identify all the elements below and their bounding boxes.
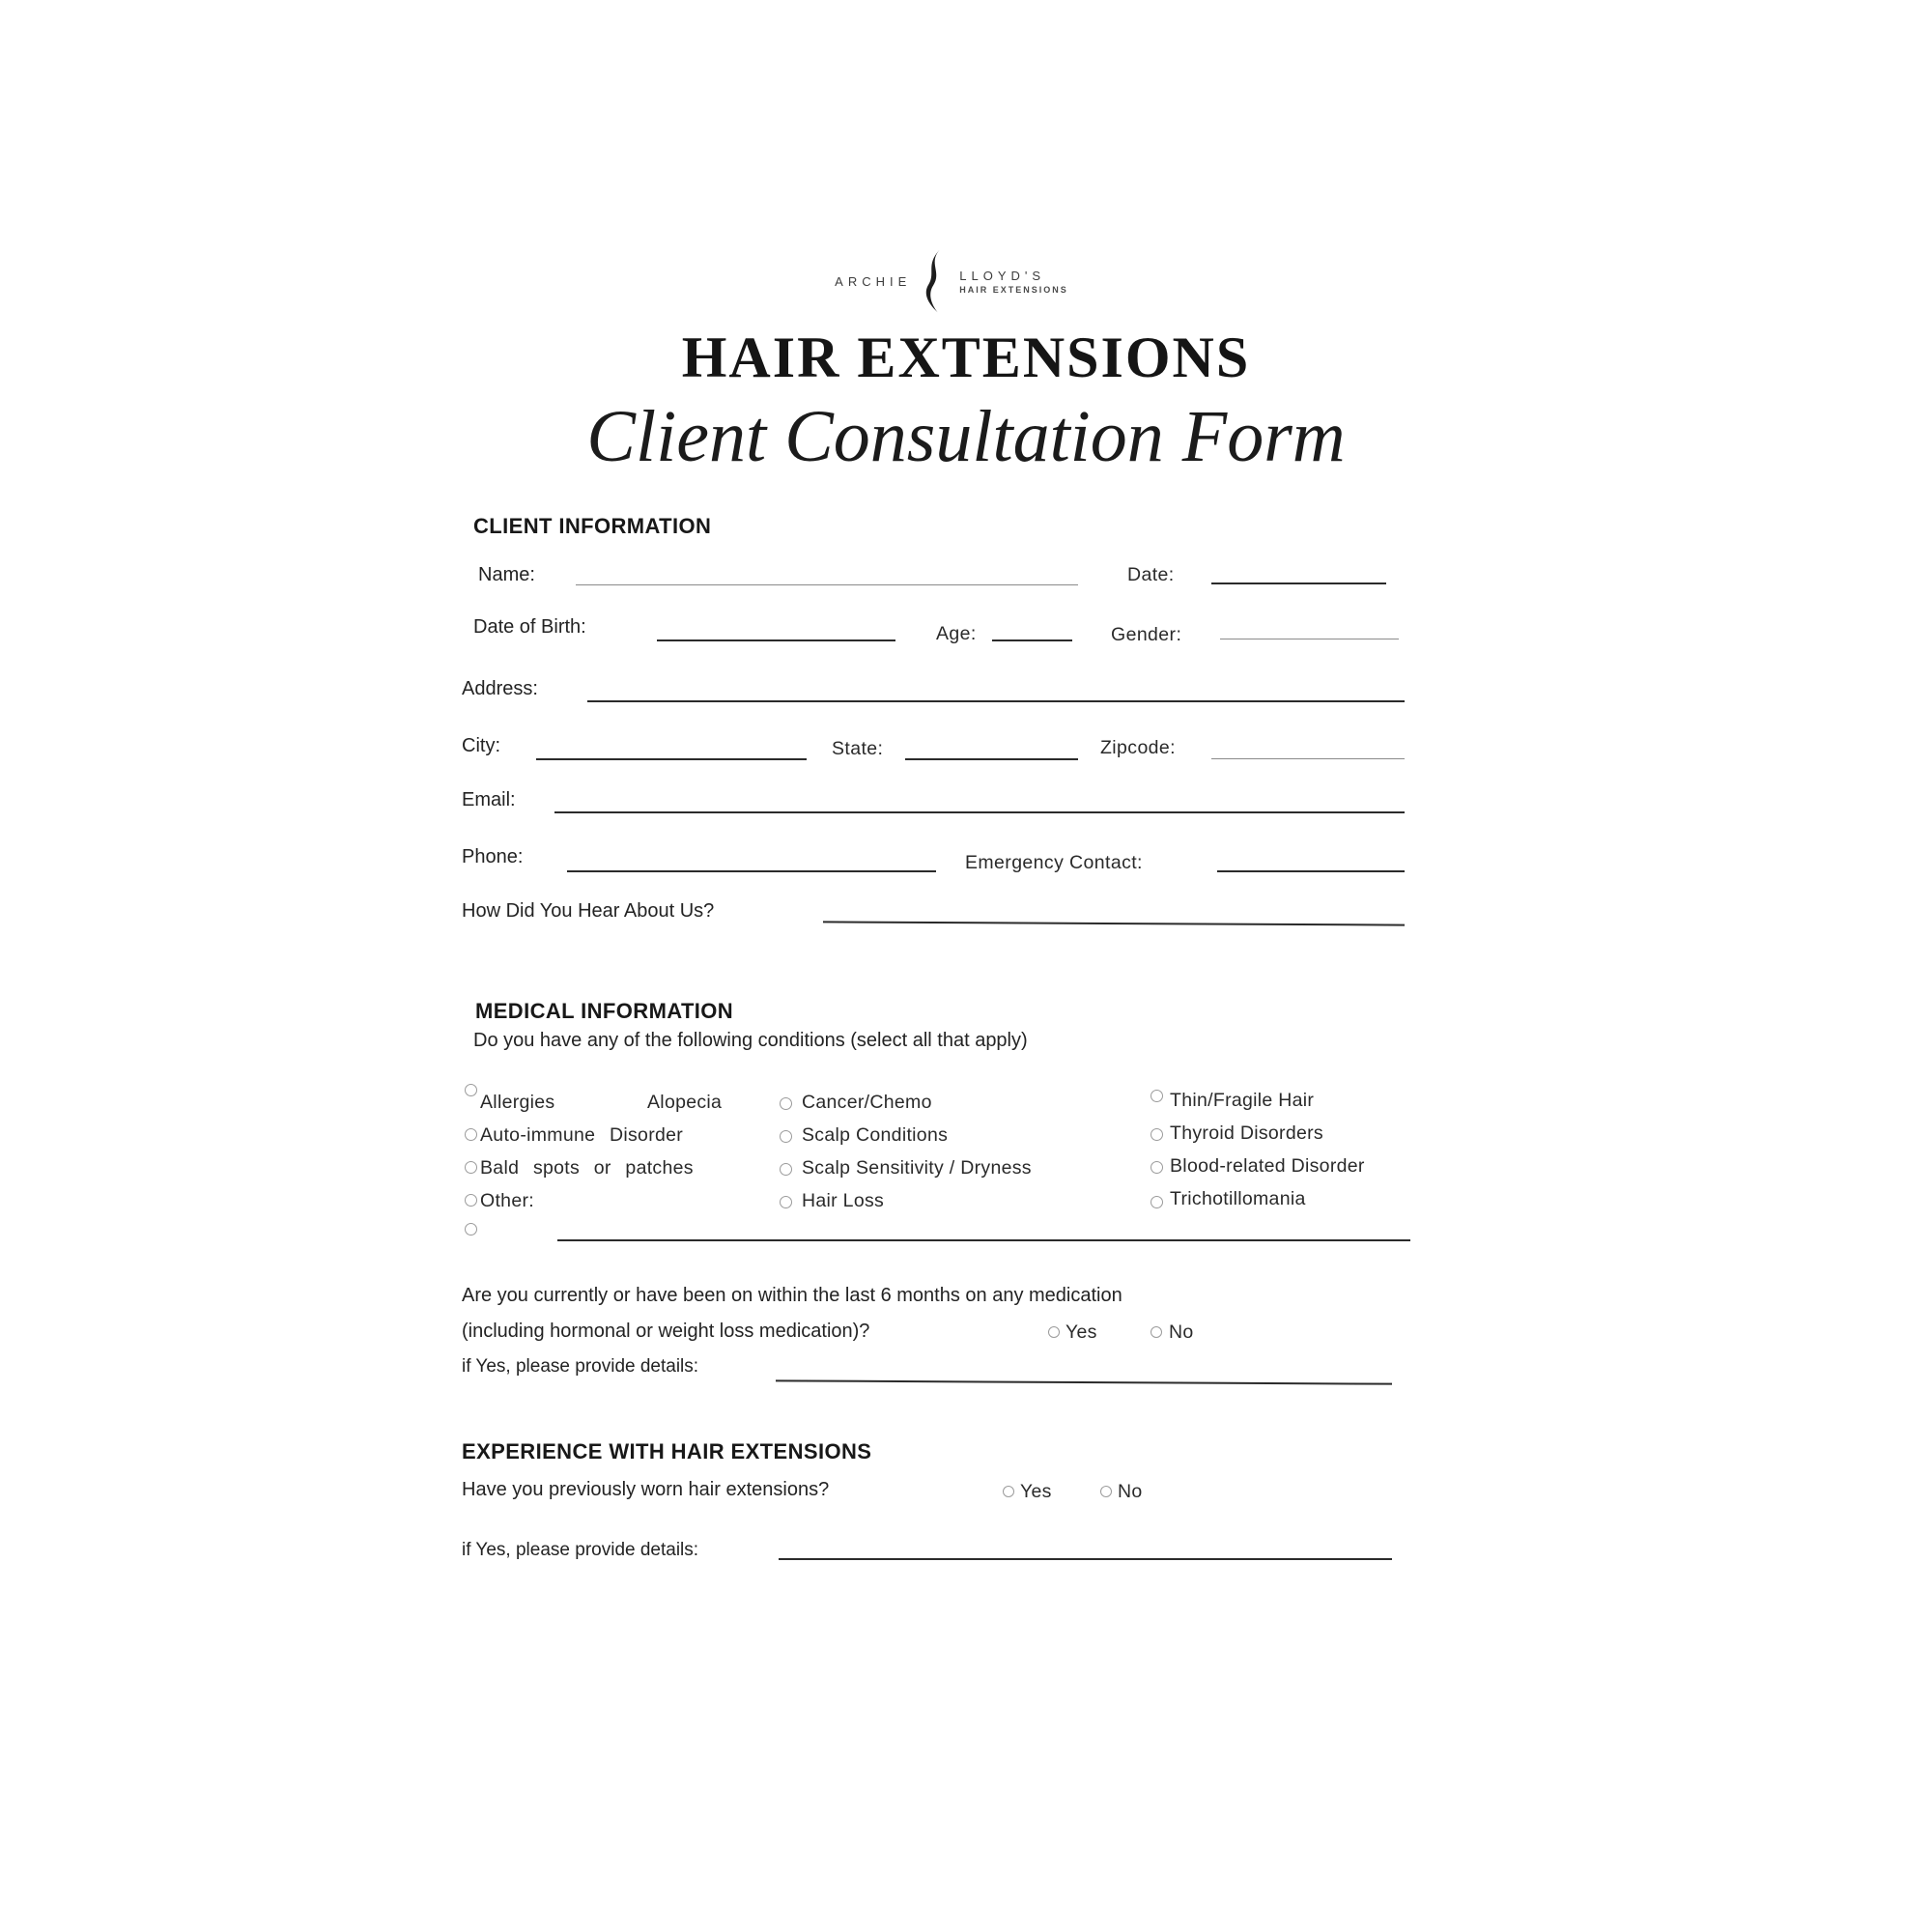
condition-other-field-line[interactable] <box>557 1239 1410 1241</box>
hair-swirl-icon <box>921 249 950 313</box>
city-field-line[interactable] <box>536 758 807 760</box>
condition-scalp-conditions-radio[interactable] <box>780 1130 792 1143</box>
experience-yes-label: Yes <box>1020 1481 1052 1502</box>
condition-other-label: Other: <box>480 1190 534 1211</box>
emergency-contact-label: Emergency Contact: <box>965 852 1143 873</box>
condition-scalp-conditions-label: Scalp Conditions <box>802 1124 949 1146</box>
condition-blood-disorder-label: Blood-related Disorder <box>1170 1155 1365 1177</box>
experience-details-field-line[interactable] <box>779 1558 1392 1560</box>
date-field-line[interactable] <box>1211 582 1386 584</box>
brand-logo <box>835 249 1068 313</box>
medical-subheading: Do you have any of the following conditions (select all that apply) <box>473 1030 1028 1051</box>
condition-hair-loss-label: Hair Loss <box>802 1190 885 1211</box>
condition-extra-radio[interactable] <box>465 1223 477 1236</box>
condition-thin-hair-radio[interactable] <box>1151 1090 1163 1102</box>
phone-label: Phone: <box>462 846 524 867</box>
condition-hair-loss-radio[interactable] <box>780 1196 792 1208</box>
medication-details-label: if Yes, please provide details: <box>462 1356 699 1377</box>
zipcode-label: Zipcode: <box>1100 737 1176 758</box>
medication-no-radio[interactable] <box>1151 1326 1162 1338</box>
name-field-line[interactable] <box>576 584 1078 585</box>
how-hear-label: How Did You Hear About Us? <box>462 900 715 922</box>
date-label: Date: <box>1127 564 1175 585</box>
form-title: HAIR EXTENSIONS <box>681 326 1251 389</box>
state-label: State: <box>832 738 884 759</box>
experience-yes-radio[interactable] <box>1003 1486 1014 1497</box>
condition-thin-hair-label: Thin/Fragile Hair <box>1170 1090 1315 1111</box>
condition-alopecia-label: Alopecia <box>647 1092 723 1113</box>
state-field-line[interactable] <box>905 758 1078 760</box>
condition-bald-spots-radio[interactable] <box>465 1161 477 1174</box>
medication-question-line1: Are you currently or have been on within the last 6 months on any medication <box>462 1285 1122 1306</box>
experience-heading: EXPERIENCE WITH HAIR EXTENSIONS <box>462 1439 872 1463</box>
condition-autoimmune-radio[interactable] <box>465 1128 477 1141</box>
address-label: Address: <box>462 678 538 699</box>
gender-label: Gender: <box>1111 624 1182 645</box>
condition-cancer-radio[interactable] <box>780 1097 792 1110</box>
condition-bald-spots-label: Bald spots or patches <box>480 1157 694 1179</box>
experience-question: Have you previously worn hair extensions? <box>462 1479 830 1500</box>
logo-text-hair-extensions: HAIR EXTENSIONS <box>959 284 1068 295</box>
condition-cancer-label: Cancer/Chemo <box>802 1092 932 1113</box>
condition-allergies-radio[interactable] <box>465 1084 477 1096</box>
dob-field-line[interactable] <box>657 639 895 641</box>
condition-autoimmune-label: Auto-immune Disorder <box>480 1124 684 1146</box>
experience-no-radio[interactable] <box>1100 1486 1112 1497</box>
age-label: Age: <box>936 623 977 644</box>
condition-trichotillomania-label: Trichotillomania <box>1170 1188 1306 1209</box>
condition-scalp-sensitivity-label: Scalp Sensitivity / Dryness <box>802 1157 1032 1179</box>
email-label: Email: <box>462 789 516 810</box>
form-header <box>0 249 1932 478</box>
logo-text-archie: ARCHIE <box>835 273 912 289</box>
condition-blood-disorder-radio[interactable] <box>1151 1161 1163 1174</box>
medical-info-heading: MEDICAL INFORMATION <box>475 999 734 1023</box>
medication-yes-radio[interactable] <box>1048 1326 1060 1338</box>
condition-trichotillomania-radio[interactable] <box>1151 1196 1163 1208</box>
city-label: City: <box>462 735 500 756</box>
how-hear-field-line[interactable] <box>823 921 1405 925</box>
condition-scalp-sensitivity-radio[interactable] <box>780 1163 792 1176</box>
zipcode-field-line[interactable] <box>1211 758 1405 759</box>
medication-yes-label: Yes <box>1065 1321 1097 1343</box>
client-info-heading: CLIENT INFORMATION <box>473 514 712 538</box>
experience-no-label: No <box>1118 1481 1143 1502</box>
emergency-contact-field-line[interactable] <box>1217 870 1405 872</box>
medication-no-label: No <box>1169 1321 1194 1343</box>
email-field-line[interactable] <box>554 811 1405 813</box>
medication-details-field-line[interactable] <box>776 1379 1392 1384</box>
experience-details-label: if Yes, please provide details: <box>462 1540 699 1560</box>
condition-thyroid-radio[interactable] <box>1151 1128 1163 1141</box>
medication-question-line2: (including hormonal or weight loss medication)? <box>462 1321 870 1342</box>
name-label: Name: <box>478 564 535 585</box>
logo-text-lloyds: LLOYD'S <box>959 268 1046 283</box>
age-field-line[interactable] <box>992 639 1072 641</box>
phone-field-line[interactable] <box>567 870 936 872</box>
logo-text-right <box>959 269 1068 295</box>
dob-label: Date of Birth: <box>473 616 586 638</box>
condition-allergies-label: Allergies <box>480 1092 555 1113</box>
address-field-line[interactable] <box>587 700 1405 702</box>
form-subtitle: Client Consultation Form <box>586 396 1346 477</box>
condition-thyroid-label: Thyroid Disorders <box>1170 1122 1323 1144</box>
condition-other-radio[interactable] <box>465 1194 477 1207</box>
